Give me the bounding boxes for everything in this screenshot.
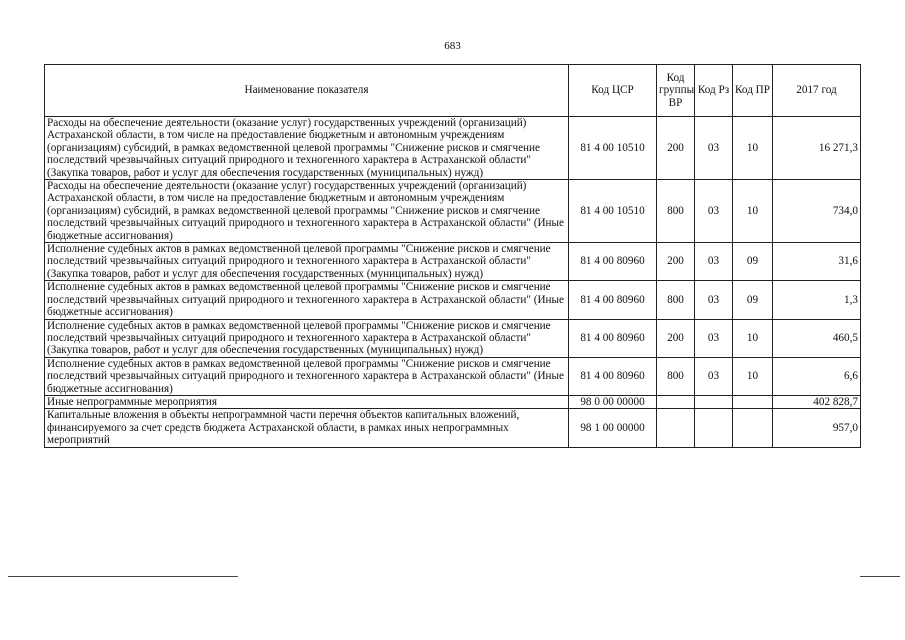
row-vr: 200 xyxy=(657,117,695,180)
row-csr: 81 4 00 80960 xyxy=(569,243,657,281)
table-row xyxy=(45,117,861,180)
header-rz: Код Рз xyxy=(695,65,733,117)
header-pr: Код ПР xyxy=(733,65,773,117)
header-csr: Код ЦСР xyxy=(569,65,657,117)
row-name: Иные непрограммные мероприятия xyxy=(45,395,569,408)
row-amount: 957,0 xyxy=(773,409,861,447)
row-rz: 03 xyxy=(695,117,733,180)
row-csr: 98 1 00 00000 xyxy=(569,409,657,447)
row-vr: 800 xyxy=(657,357,695,395)
table-row xyxy=(45,319,861,357)
table-row xyxy=(45,281,861,319)
table-row xyxy=(45,243,861,281)
row-name: Исполнение судебных актов в рамках ведомственной целевой программы "Снижение рисков и смягчение последствий чрезвычайных ситуаций природного и техногенного характера в Астраханской области" (Закупка товаров, работ и услуг для обеспечения государственных (муниципальных) нужд) xyxy=(45,319,569,357)
header-year: 2017 год xyxy=(773,65,861,117)
row-pr: 09 xyxy=(733,281,773,319)
row-name: Исполнение судебных актов в рамках ведомственной целевой программы "Снижение рисков и смягчение последствий чрезвычайных ситуаций природного и техногенного характера в Астраханской области" (Иные бюджетные ассигнования) xyxy=(45,281,569,319)
row-name: Исполнение судебных актов в рамках ведомственной целевой программы "Снижение рисков и смягчение последствий чрезвычайных ситуаций природного и техногенного характера в Астраханской области" (Закупка товаров, работ и услуг для обеспечения государственных (муниципальных) нужд) xyxy=(45,243,569,281)
row-rz: 03 xyxy=(695,243,733,281)
row-name: Исполнение судебных актов в рамках ведомственной целевой программы "Снижение рисков и смягчение последствий чрезвычайных ситуаций природного и техногенного характера в Астраханской области" (Иные бюджетные ассигнования) xyxy=(45,357,569,395)
row-csr: 98 0 00 00000 xyxy=(569,395,657,408)
row-amount: 31,6 xyxy=(773,243,861,281)
row-rz: 03 xyxy=(695,180,733,243)
budget-table xyxy=(44,64,861,448)
row-amount: 6,6 xyxy=(773,357,861,395)
row-csr: 81 4 00 80960 xyxy=(569,281,657,319)
row-pr: 10 xyxy=(733,357,773,395)
header-name: Наименование показателя xyxy=(45,65,569,117)
bottom-rule-right xyxy=(860,576,900,577)
row-vr: 800 xyxy=(657,281,695,319)
table-row xyxy=(45,395,861,408)
row-pr: 10 xyxy=(733,117,773,180)
row-pr: 10 xyxy=(733,180,773,243)
row-pr xyxy=(733,395,773,408)
table-row xyxy=(45,180,861,243)
row-amount: 1,3 xyxy=(773,281,861,319)
row-rz xyxy=(695,409,733,447)
row-name: Расходы на обеспечение деятельности (оказание услуг) государственных учреждений (организаций) Астраханской области, в том числе на предоставление бюджетным и автономным учреждениям (организациям) субсидий, в рамках ведомственной целевой программы "Снижение рисков и смягчение последствий чрезвычайных ситуаций природного и техногенного характера в Астраханской области" (Иные бюджетные ассигнования) xyxy=(45,180,569,243)
row-rz: 03 xyxy=(695,357,733,395)
row-vr: 200 xyxy=(657,319,695,357)
row-pr xyxy=(733,409,773,447)
bottom-rule-left xyxy=(8,576,238,577)
row-csr: 81 4 00 10510 xyxy=(569,117,657,180)
row-csr: 81 4 00 10510 xyxy=(569,180,657,243)
row-amount: 734,0 xyxy=(773,180,861,243)
row-amount: 402 828,7 xyxy=(773,395,861,408)
row-csr: 81 4 00 80960 xyxy=(569,319,657,357)
row-pr: 10 xyxy=(733,319,773,357)
row-vr: 800 xyxy=(657,180,695,243)
row-rz xyxy=(695,395,733,408)
row-name: Расходы на обеспечение деятельности (оказание услуг) государственных учреждений (организаций) Астраханской области, в том числе на предоставление бюджетным и автономным учреждениям (организациям) субсидий, в рамках ведомственной целевой программы "Снижение рисков и смягчение последствий чрезвычайных ситуаций природного и техногенного характера в Астраханской области" (Закупка товаров, работ и услуг для обеспечения государственных (муниципальных) нужд) xyxy=(45,117,569,180)
row-vr: 200 xyxy=(657,243,695,281)
header-vr: Код группы ВР xyxy=(657,65,695,117)
row-vr xyxy=(657,395,695,408)
table-header-row xyxy=(45,65,861,117)
row-csr: 81 4 00 80960 xyxy=(569,357,657,395)
row-amount: 16 271,3 xyxy=(773,117,861,180)
row-rz: 03 xyxy=(695,319,733,357)
row-amount: 460,5 xyxy=(773,319,861,357)
table-row xyxy=(45,357,861,395)
table-row xyxy=(45,409,861,447)
row-vr xyxy=(657,409,695,447)
row-rz: 03 xyxy=(695,281,733,319)
page-number: 683 xyxy=(444,40,461,52)
row-pr: 09 xyxy=(733,243,773,281)
row-name: Капитальные вложения в объекты непрограммной части перечня объектов капитальных вложений, финансируемого за счет средств бюджета Астраханской области, в рамках иных непрограммных мероприятий xyxy=(45,409,569,447)
